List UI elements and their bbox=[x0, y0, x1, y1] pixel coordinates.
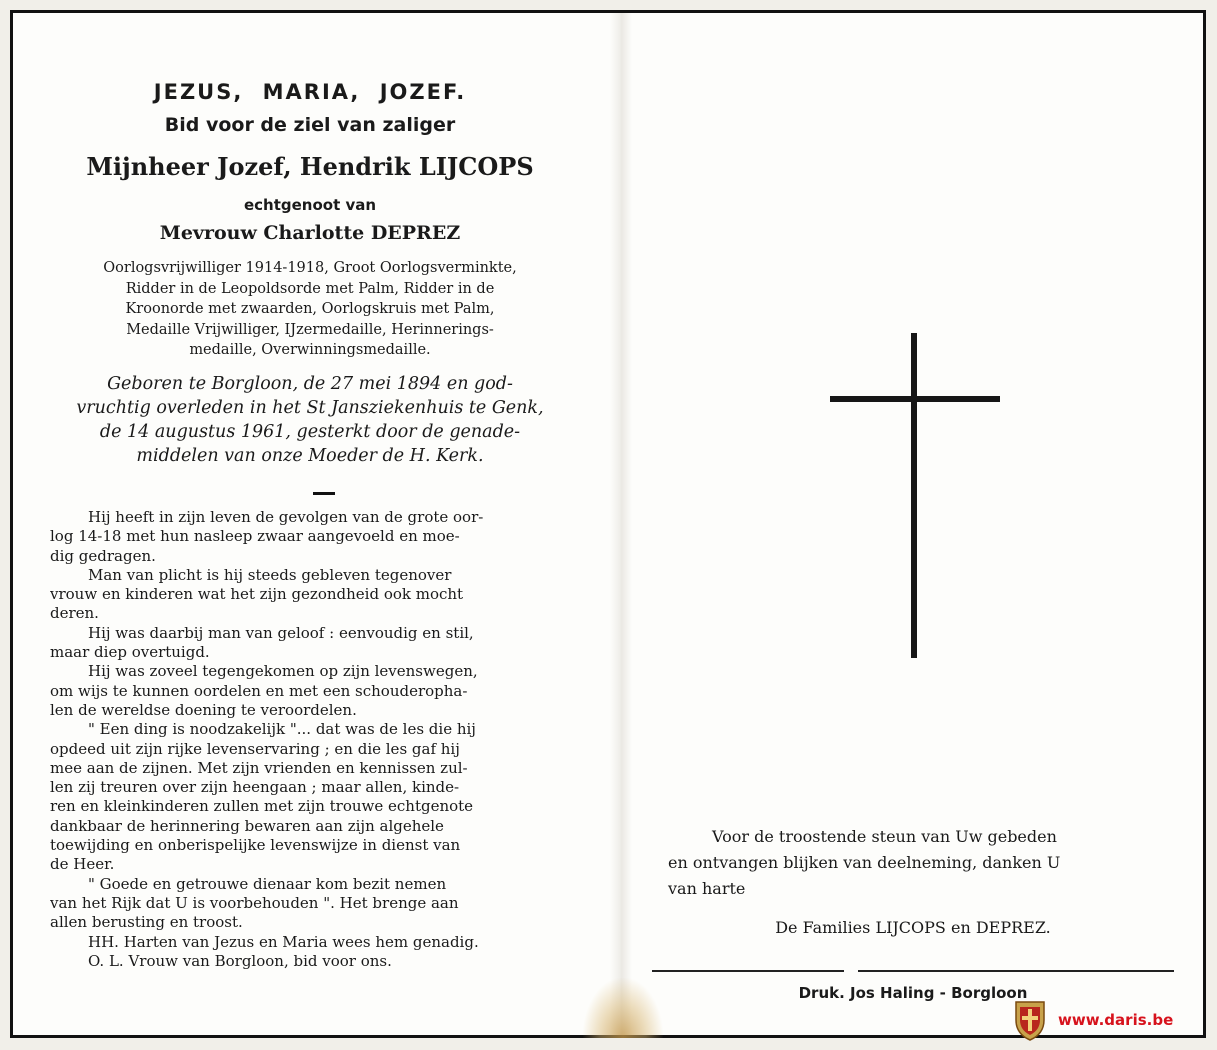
eulogy-line: log 14-18 met hun nasleep zwaar aangevoeld en moe- bbox=[50, 527, 460, 546]
eulogy-line: deren. bbox=[50, 604, 99, 623]
eulogy-line: Man van plicht is hij steeds gebleven tegenover bbox=[88, 565, 452, 584]
birth-death-line: de 14 augustus 1961, gesterkt door de genade- bbox=[99, 422, 521, 442]
eulogy-line: Hij heeft in zijn leven de gevolgen van de grote oor- bbox=[88, 508, 484, 526]
honors-line: Oorlogsvrijwilliger 1914-1918, Groot Oorlogsverminkte, bbox=[103, 260, 517, 276]
families-signature: De Families LIJCOPS en DEPREZ. bbox=[775, 918, 1051, 937]
spouse-name: Mevrouw Charlotte DEPREZ bbox=[159, 222, 461, 244]
thanks-line: Voor de troostende steun van Uw gebeden bbox=[712, 827, 1057, 846]
eulogy-line: opdeed uit zijn rijke levenservaring ; en die les gaf hij bbox=[50, 739, 460, 758]
cross-icon bbox=[830, 333, 1000, 658]
eulogy-line: maar diep overtuigd. bbox=[50, 643, 210, 662]
printer-credit: Druk. Jos Haling - Borgloon bbox=[798, 984, 1028, 1002]
eulogy-line: " Een ding is noodzakelijk "... dat was de les die hij bbox=[88, 720, 476, 739]
divider-line bbox=[858, 970, 1174, 972]
honors-line: Ridder in de Leopoldsorde met Palm, Ridder in de bbox=[125, 280, 495, 297]
honors-line: Medaille Vrijwilliger, IJzermedaille, Herinnerings- bbox=[126, 321, 494, 338]
fold-stain bbox=[583, 978, 663, 1038]
honors-line: Kroonorde met zwaarden, Oorlogskruis met Palm, bbox=[125, 301, 495, 317]
thanks-line: van harte bbox=[668, 879, 746, 898]
birth-death-line: vruchtig overleden in het St Jansziekenhuis te Genk, bbox=[76, 398, 544, 418]
eulogy-line: om wijs te kunnen oordelen en met een schouderopha- bbox=[50, 681, 468, 700]
eulogy-line: ren en kleinkinderen zullen met zijn trouwe echtgenote bbox=[50, 797, 474, 816]
card-fold bbox=[610, 13, 632, 1035]
eulogy-line: HH. Harten van Jezus en Maria wees hem genadig. bbox=[88, 932, 479, 951]
honors-line: medaille, Overwinningsmedaille. bbox=[189, 342, 431, 358]
divider-line bbox=[652, 970, 844, 972]
eulogy-line: vrouw en kinderen wat het zijn gezondheid ook mocht bbox=[50, 585, 464, 604]
eulogy-line: len de wereldse doening te veroordelen. bbox=[50, 700, 357, 719]
watermark-url: www.daris.be bbox=[1058, 1011, 1174, 1029]
eulogy-line: van het Rijk dat U is voorbehouden ". Het brenge aan bbox=[50, 893, 459, 912]
thanks-text bbox=[668, 824, 1168, 902]
eulogy-line: " Goede en getrouwe dienaar kom bezit nemen bbox=[88, 874, 447, 893]
birth-death-line: Geboren te Borgloon, de 27 mei 1894 en god- bbox=[107, 374, 513, 394]
eulogy-line: allen berusting en troost. bbox=[50, 913, 243, 932]
eulogy-line: de Heer. bbox=[50, 855, 115, 874]
eulogy-line: len zij treuren over zijn heengaan ; maar allen, kinde- bbox=[50, 778, 460, 797]
prayer-line: Bid voor de ziel van zaliger bbox=[164, 114, 456, 136]
birth-death-text bbox=[40, 372, 580, 468]
eulogy-line: Hij was daarbij man van geloof : eenvoudig en stil, bbox=[88, 623, 474, 642]
invocation: JEZUS, MARIA, JOZEF. bbox=[153, 80, 467, 104]
eulogy-line: O. L. Vrouw van Borgloon, bid voor ons. bbox=[88, 951, 392, 970]
eulogy-line: dankbaar de herinnering bewaren aan zijn algehele bbox=[50, 816, 444, 835]
spouse-intro: echtgenoot van bbox=[243, 196, 377, 214]
coat-of-arms-icon bbox=[1013, 998, 1047, 1042]
deceased-name: Mijnheer Jozef, Hendrik LIJCOPS bbox=[86, 152, 534, 181]
eulogy-line: mee aan de zijnen. Met zijn vrienden en kennissen zul- bbox=[50, 758, 468, 777]
eulogy-line: toewijding en onberispelijke levenswijze in dienst van bbox=[50, 836, 461, 855]
honors-list bbox=[40, 258, 580, 361]
thanks-line: en ontvangen blijken van deelneming, danken U bbox=[668, 853, 1061, 872]
birth-death-line: middelen van onze Moeder de H. Kerk. bbox=[136, 446, 484, 466]
eulogy-line: dig gedragen. bbox=[50, 546, 156, 565]
eulogy-text bbox=[50, 508, 580, 971]
separator-dash bbox=[313, 492, 335, 495]
eulogy-line: Hij was zoveel tegengekomen op zijn levenswegen, bbox=[88, 662, 478, 681]
